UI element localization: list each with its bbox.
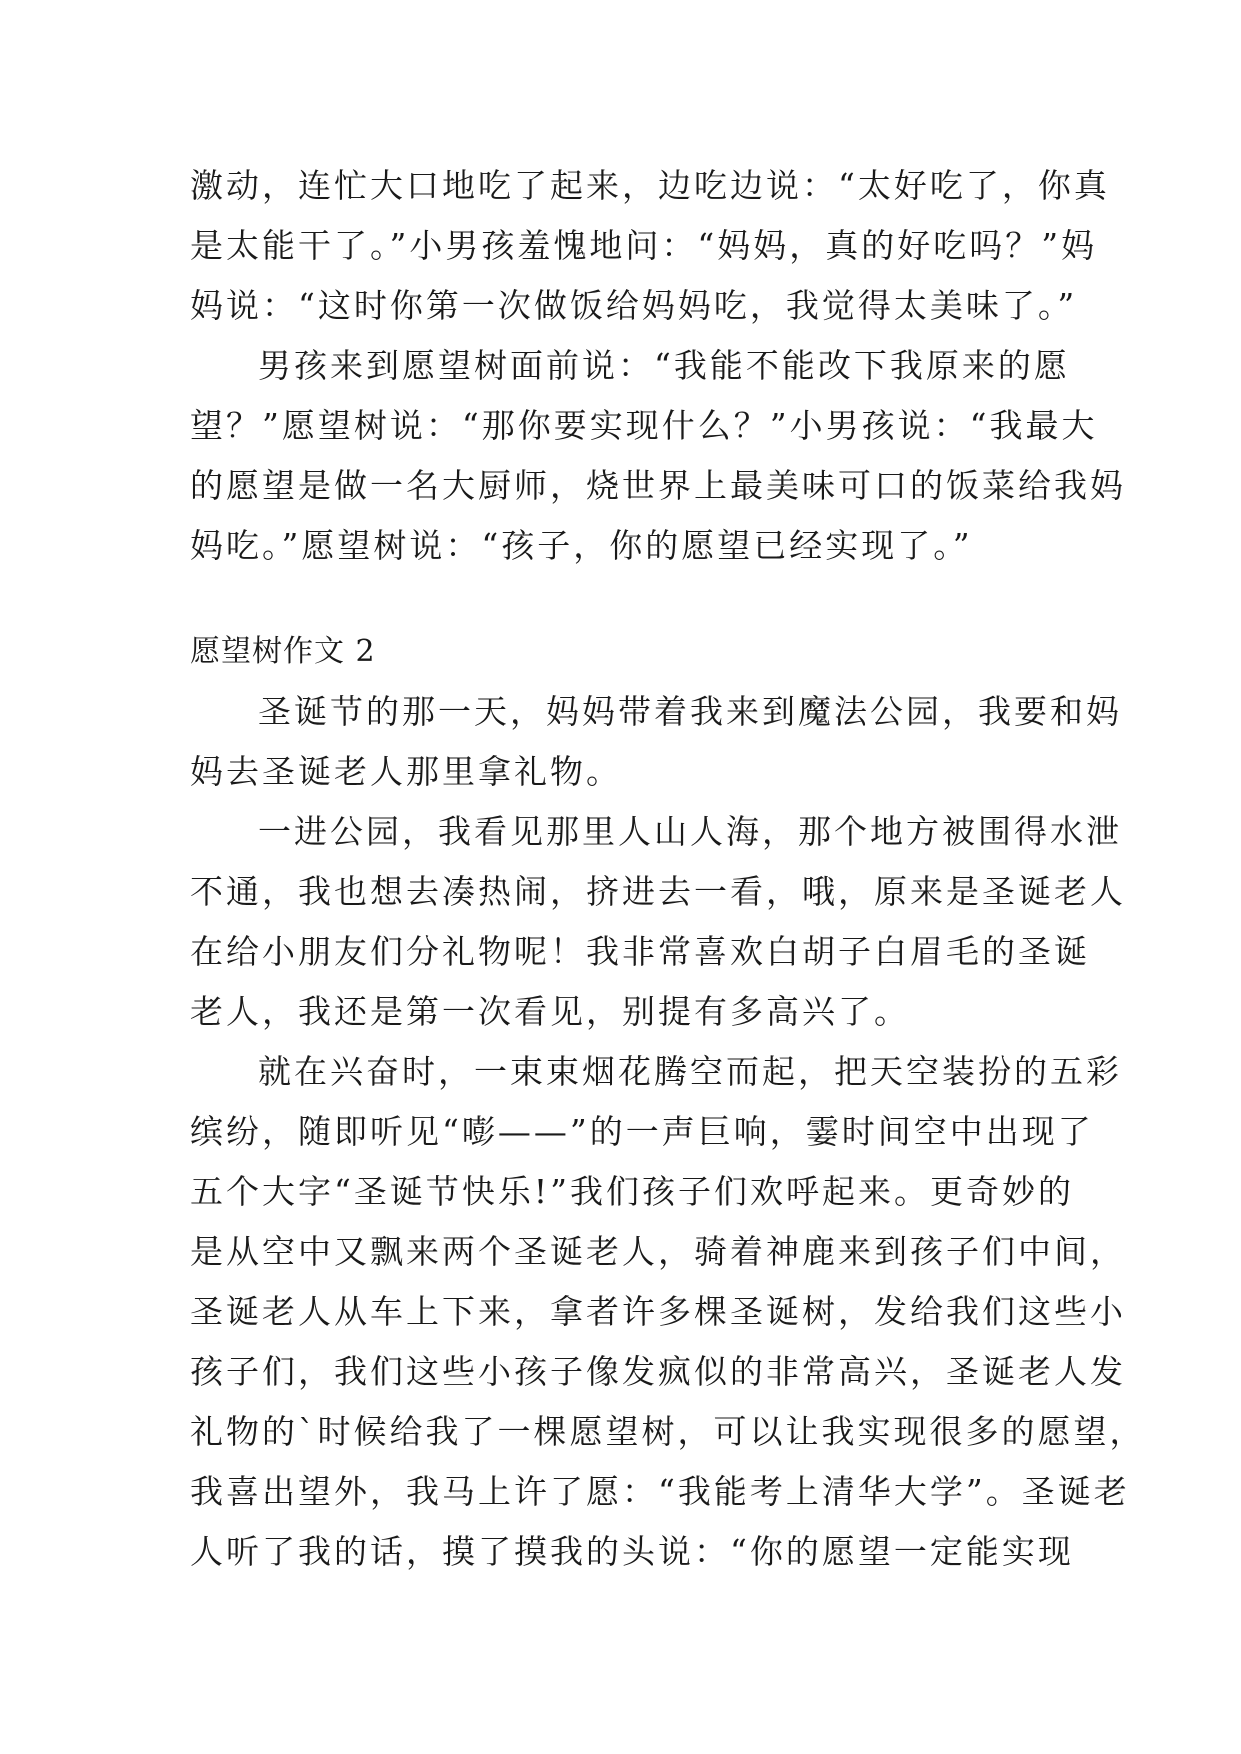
text-line: 就在兴奋时，一束束烟花腾空而起，把天空装扮的五彩	[258, 1052, 1122, 1091]
text-line: 是从空中又飘来两个圣诞老人，骑着神鹿来到孩子们中间，	[190, 1232, 1126, 1271]
text-line: 缤纷，随即听见“嘭——”的一声巨响，霎时间空中出现了	[190, 1112, 1094, 1151]
text-line: 一进公园，我看见那里人山人海，那个地方被围得水泄	[258, 812, 1122, 851]
text-line: 妈吃。”愿望树说：“孩子，你的愿望已经实现了。”	[190, 526, 973, 565]
text-line: 的愿望是做一名大厨师，烧世界上最美味可口的饭菜给我妈	[190, 466, 1126, 505]
text-line: 望？”愿望树说：“那你要实现什么？”小男孩说：“我最大	[190, 406, 1098, 445]
text-line: 妈去圣诞老人那里拿礼物。	[190, 752, 622, 791]
text-line: 礼物的`时候给我了一棵愿望树，可以让我实现很多的愿望，	[190, 1412, 1146, 1451]
text-line: 是太能干了。”小男孩羞愧地问：“妈妈，真的好吃吗？”妈	[190, 226, 1098, 265]
text-line: 五个大字“圣诞节快乐!”我们孩子们欢呼起来。更奇妙的	[190, 1172, 1075, 1211]
text-line: 妈说：“这时你第一次做饭给妈妈吃，我觉得太美味了。”	[190, 286, 1078, 325]
text-line: 激动，连忙大口地吃了起来，边吃边说：“太好吃了，你真	[190, 166, 1110, 205]
text-line: 男孩来到愿望树面前说：“我能不能改下我原来的愿	[258, 346, 1070, 385]
section-heading: 愿望树作文 2	[190, 634, 376, 669]
text-line: 圣诞老人从车上下来，拿者许多棵圣诞树，发给我们这些小	[190, 1292, 1126, 1331]
text-line: 不通，我也想去凑热闹，挤进去一看，哦，原来是圣诞老人	[190, 872, 1126, 911]
text-line: 老人，我还是第一次看见，别提有多高兴了。	[190, 992, 910, 1031]
text-line: 孩子们，我们这些小孩子像发疯似的非常高兴，圣诞老人发	[190, 1352, 1126, 1391]
text-line: 圣诞节的那一天，妈妈带着我来到魔法公园，我要和妈	[258, 692, 1122, 731]
text-line: 人听了我的话，摸了摸我的头说：“你的愿望一定能实现	[190, 1532, 1074, 1571]
text-line: 在给小朋友们分礼物呢！我非常喜欢白胡子白眉毛的圣诞	[190, 932, 1090, 971]
text-line: 我喜出望外，我马上许了愿：“我能考上清华大学”。圣诞老	[190, 1472, 1130, 1511]
